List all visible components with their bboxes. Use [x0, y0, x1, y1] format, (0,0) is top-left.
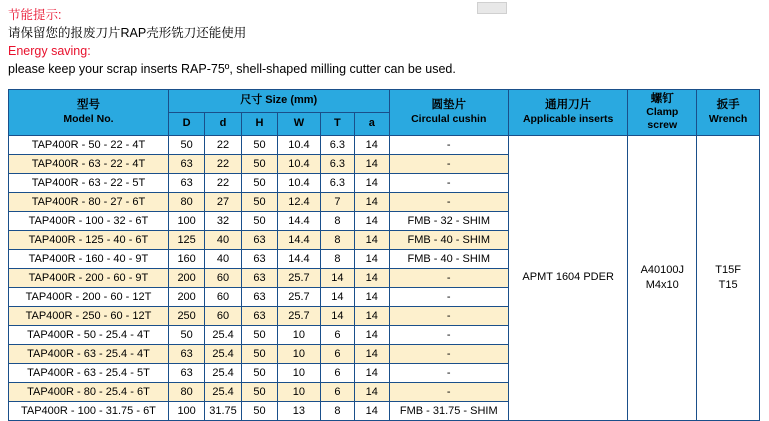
cell-cushin: FMB - 40 - SHIM — [389, 249, 508, 268]
cell-a: 14 — [355, 230, 389, 249]
cell-D: 80 — [168, 382, 204, 401]
header-size: 尺寸 Size (mm) — [168, 89, 389, 112]
cell-W: 10 — [278, 344, 321, 363]
cell-T: 8 — [320, 211, 354, 230]
cell-model: TAP400R - 50 - 25.4 - 4T — [9, 325, 169, 344]
cell-model: TAP400R - 80 - 25.4 - 6T — [9, 382, 169, 401]
header-cushin — [389, 89, 508, 135]
cell-D: 125 — [168, 230, 204, 249]
cell-W: 10.4 — [278, 173, 321, 192]
header-W: W — [278, 112, 321, 135]
cell-H: 63 — [241, 249, 277, 268]
cell-d: 22 — [205, 154, 241, 173]
cell-cushin: - — [389, 363, 508, 382]
cell-W: 13 — [278, 401, 321, 420]
cell-D: 63 — [168, 154, 204, 173]
cell-cushin: - — [389, 344, 508, 363]
cell-H: 50 — [241, 344, 277, 363]
cell-a: 14 — [355, 401, 389, 420]
cell-d: 31.75 — [205, 401, 241, 420]
cell-H: 50 — [241, 135, 277, 154]
cell-d: 25.4 — [205, 344, 241, 363]
cell-model: TAP400R - 63 - 22 - 4T — [9, 154, 169, 173]
cell-a: 14 — [355, 325, 389, 344]
cell-T: 14 — [320, 268, 354, 287]
notice-line-cn-body: 请保留您的报废刀片RAP壳形铣刀还能使用 — [8, 26, 247, 41]
cell-W: 25.7 — [278, 287, 321, 306]
cell-a: 14 — [355, 211, 389, 230]
specification-table — [8, 89, 760, 421]
cell-W: 10 — [278, 325, 321, 344]
cell-model: TAP400R - 200 - 60 - 9T — [9, 268, 169, 287]
cell-a: 14 — [355, 135, 389, 154]
cell-a: 14 — [355, 192, 389, 211]
header-inserts — [508, 89, 627, 135]
table-body — [9, 135, 760, 420]
cell-W: 10.4 — [278, 135, 321, 154]
cell-d: 25.4 — [205, 382, 241, 401]
cell-W: 10.4 — [278, 154, 321, 173]
header-inserts-cn: 通用刀片 — [545, 99, 592, 112]
cell-W: 10 — [278, 382, 321, 401]
header-screw-cn: 螺钉 — [650, 92, 674, 105]
cell-T: 7 — [320, 192, 354, 211]
cell-cushin: - — [389, 154, 508, 173]
cell-cushin: - — [389, 173, 508, 192]
header-model — [9, 89, 169, 135]
cell-cushin: - — [389, 268, 508, 287]
cell-clamp-screw — [628, 135, 697, 420]
cell-D: 100 — [168, 211, 204, 230]
cell-a: 14 — [355, 306, 389, 325]
header-screw-en1: Clamp — [646, 106, 679, 119]
cell-cushin: - — [389, 192, 508, 211]
cell-W: 25.7 — [278, 268, 321, 287]
cell-D: 200 — [168, 268, 204, 287]
cell-d: 32 — [205, 211, 241, 230]
header-D: D — [168, 112, 204, 135]
notice-line-cn-title: 节能提示: — [8, 8, 62, 22]
header-H: H — [241, 112, 277, 135]
header-d: d — [205, 112, 241, 135]
cell-W: 14.4 — [278, 249, 321, 268]
cell-a: 14 — [355, 173, 389, 192]
cell-H: 50 — [241, 325, 277, 344]
cell-T: 6 — [320, 344, 354, 363]
cell-H: 50 — [241, 154, 277, 173]
cell-model: TAP400R - 160 - 40 - 9T — [9, 249, 169, 268]
cell-d: 60 — [205, 287, 241, 306]
wrench-line-2: T15 — [718, 278, 738, 291]
cell-d: 25.4 — [205, 363, 241, 382]
table-header-row-1 — [9, 89, 760, 112]
cell-T: 6 — [320, 382, 354, 401]
cell-H: 63 — [241, 306, 277, 325]
cell-T: 14 — [320, 287, 354, 306]
cell-H: 50 — [241, 382, 277, 401]
cell-cushin: FMB - 32 - SHIM — [389, 211, 508, 230]
cell-d: 22 — [205, 173, 241, 192]
cell-cushin: FMB - 31.75 - SHIM — [389, 401, 508, 420]
cell-T: 6 — [320, 325, 354, 344]
cell-D: 250 — [168, 306, 204, 325]
corner-watermark — [477, 2, 507, 14]
cell-cushin: - — [389, 306, 508, 325]
clamp-screw-line-2: M4x10 — [645, 278, 679, 291]
header-wrench — [697, 89, 760, 135]
cell-a: 14 — [355, 344, 389, 363]
cell-a: 14 — [355, 249, 389, 268]
header-wrench-en: Wrench — [708, 112, 748, 125]
cell-model: TAP400R - 250 - 60 - 12T — [9, 306, 169, 325]
cell-W: 10 — [278, 363, 321, 382]
cell-d: 25.4 — [205, 325, 241, 344]
cell-D: 63 — [168, 173, 204, 192]
cell-H: 63 — [241, 230, 277, 249]
cell-d: 60 — [205, 268, 241, 287]
cell-model: TAP400R - 63 - 25.4 - 5T — [9, 363, 169, 382]
cell-H: 50 — [241, 192, 277, 211]
cell-T: 8 — [320, 249, 354, 268]
cell-model: TAP400R - 63 - 25.4 - 4T — [9, 344, 169, 363]
cell-cushin: - — [389, 325, 508, 344]
cell-d: 22 — [205, 135, 241, 154]
cell-cushin: - — [389, 287, 508, 306]
cell-T: 6.3 — [320, 154, 354, 173]
cell-W: 25.7 — [278, 306, 321, 325]
cell-D: 50 — [168, 135, 204, 154]
cell-cushin: FMB - 40 - SHIM — [389, 230, 508, 249]
header-T: T — [320, 112, 354, 135]
cell-D: 160 — [168, 249, 204, 268]
header-model-en: Model No. — [63, 112, 114, 125]
cell-applicable-inserts: APMT 1604 PDER — [508, 135, 627, 420]
cell-T: 14 — [320, 306, 354, 325]
table-row — [9, 135, 760, 154]
header-wrench-cn: 扳手 — [716, 99, 740, 112]
cell-W: 12.4 — [278, 192, 321, 211]
cell-D: 50 — [168, 325, 204, 344]
header-a: a — [355, 112, 389, 135]
cell-a: 14 — [355, 363, 389, 382]
cell-T: 8 — [320, 230, 354, 249]
clamp-screw-line-1: A40100J — [640, 264, 684, 277]
cell-d: 60 — [205, 306, 241, 325]
cell-model: TAP400R - 100 - 32 - 6T — [9, 211, 169, 230]
cell-model: TAP400R - 125 - 40 - 6T — [9, 230, 169, 249]
header-screw-en2: screw — [647, 119, 678, 132]
cell-d: 40 — [205, 249, 241, 268]
cell-a: 14 — [355, 268, 389, 287]
cell-model: TAP400R - 100 - 31.75 - 6T — [9, 401, 169, 420]
cell-T: 6.3 — [320, 173, 354, 192]
energy-saving-notice — [0, 0, 769, 79]
cell-a: 14 — [355, 382, 389, 401]
header-model-cn: 型号 — [76, 99, 100, 112]
cell-W: 14.4 — [278, 211, 321, 230]
cell-H: 63 — [241, 287, 277, 306]
cell-D: 63 — [168, 363, 204, 382]
cell-H: 50 — [241, 363, 277, 382]
cell-model: TAP400R - 63 - 22 - 5T — [9, 173, 169, 192]
cell-D: 200 — [168, 287, 204, 306]
cell-H: 50 — [241, 211, 277, 230]
cell-model: TAP400R - 80 - 27 - 6T — [9, 192, 169, 211]
cell-W: 14.4 — [278, 230, 321, 249]
cell-H: 50 — [241, 401, 277, 420]
cell-d: 40 — [205, 230, 241, 249]
cell-cushin: - — [389, 135, 508, 154]
cell-D: 80 — [168, 192, 204, 211]
cell-a: 14 — [355, 287, 389, 306]
cell-H: 50 — [241, 173, 277, 192]
cell-model: TAP400R - 200 - 60 - 12T — [9, 287, 169, 306]
cell-a: 14 — [355, 154, 389, 173]
cell-H: 63 — [241, 268, 277, 287]
cell-D: 63 — [168, 344, 204, 363]
cell-cushin: - — [389, 382, 508, 401]
cell-T: 6.3 — [320, 135, 354, 154]
cell-wrench — [697, 135, 760, 420]
wrench-line-1: T15F — [715, 264, 741, 277]
header-screw — [628, 89, 697, 135]
cell-T: 6 — [320, 363, 354, 382]
cell-model: TAP400R - 50 - 22 - 4T — [9, 135, 169, 154]
header-inserts-en: Applicable inserts — [522, 112, 614, 125]
notice-line-en-title: Energy saving: — [8, 44, 91, 59]
cell-T: 8 — [320, 401, 354, 420]
cell-D: 100 — [168, 401, 204, 420]
header-cushin-cn: 圆垫片 — [431, 99, 466, 112]
notice-line-en-body: please keep your scrap inserts RAP-75º, shell-shaped milling cutter can be used. — [8, 62, 456, 77]
cell-d: 27 — [205, 192, 241, 211]
header-cushin-en: Circulal cushin — [411, 112, 487, 125]
